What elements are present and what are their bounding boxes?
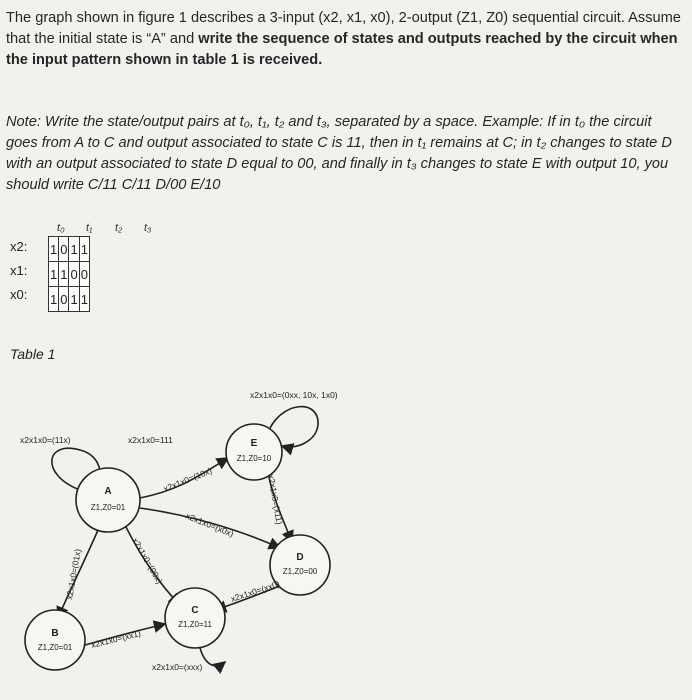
- label-d-to-c: x2x1x0=(xx0): [229, 578, 281, 604]
- table-cell: 1: [79, 287, 89, 312]
- label-a-down: x2x1x0=(00x): [130, 536, 165, 586]
- state-b-label: B: [51, 628, 59, 639]
- table-cell: 1: [49, 237, 59, 262]
- state-b: [25, 610, 85, 670]
- table-cell: 0: [79, 262, 89, 287]
- table-cell: 0: [59, 287, 69, 312]
- time-header-t0: t₀: [57, 222, 65, 234]
- row-label-x1: x1:: [10, 263, 28, 278]
- time-header-t3: t₃: [144, 222, 152, 234]
- state-a-output: Z1,Z0=01: [90, 503, 126, 512]
- problem-text: The graph shown in figure 1 describes a 3-input (x2, x1, x0), 2-output (Z1, Z0) sequential circuit. Assume that the initial state is “A” and: [6, 10, 681, 47]
- table-row: [49, 287, 90, 312]
- table-cell: 1: [69, 237, 79, 262]
- time-header-t2: t₂: [115, 222, 123, 234]
- table-cell: 0: [69, 262, 79, 287]
- state-d-label: D: [296, 552, 304, 563]
- label-a-self: x2x1x0=(11x): [20, 435, 71, 445]
- label-c-self: x2x1x0=(xxx): [152, 662, 203, 672]
- table-row: [49, 237, 90, 262]
- input-pattern-grid: [48, 236, 90, 312]
- problem-bold-text: write the sequence of states and outputs reached by the circuit when the input pattern shown in table 1 is received.: [6, 31, 678, 68]
- state-e-label: E: [250, 438, 258, 449]
- state-d-output: Z1,Z0=00: [282, 567, 318, 576]
- note-paragraph: Note: Write the state/output pairs at t₀, t₁, t₂ and t₃, separated by a space. Example: If in t₀ the circuit goes from A to C and output associated to state C is 11, then in t₁ remains at C; in t₂ changes to state D with an output associated to state D equal to 00, and finally in t₃ changes to state E with output 10, you should write C/11 C/11 D/00 E/10: [6, 114, 672, 193]
- state-a-label: A: [104, 486, 112, 497]
- table-cell: 0: [59, 237, 69, 262]
- table-cell: 1: [49, 262, 59, 287]
- label-a-to-b: x2x1x0=(01x): [64, 548, 83, 601]
- label-a-to-e: x2x1x0=(10x): [162, 465, 214, 494]
- label-e-self: x2x1x0=(0xx, 10x, 1x0): [250, 390, 338, 400]
- table-cell: 1: [69, 287, 79, 312]
- row-label-x0: x0:: [10, 287, 28, 302]
- state-a: [76, 468, 140, 532]
- state-diagram: [0, 380, 692, 700]
- table-cell: 1: [49, 287, 59, 312]
- state-c-label: C: [191, 605, 199, 616]
- label-b-to-c: x2x1x0=(xx1): [90, 627, 142, 650]
- state-b-output: Z1,Z0=01: [37, 643, 73, 652]
- table-row: [49, 262, 90, 287]
- label-e-to-d: x2x1x0=(x11): [266, 473, 285, 526]
- time-header-t1: t₁: [86, 222, 93, 234]
- table-caption: Table 1: [10, 346, 56, 362]
- state-e-output: Z1,Z0=10: [236, 454, 272, 463]
- state-c-output: Z1,Z0=11: [178, 620, 212, 629]
- row-label-x2: x2:: [10, 239, 28, 254]
- state-e: [226, 424, 282, 480]
- table-cell: 1: [79, 237, 89, 262]
- state-c: [165, 588, 225, 648]
- label-a-to-d: x2x1x0=(x0x): [184, 510, 236, 539]
- label-a-to-c: x2x1x0=111: [128, 435, 173, 445]
- edge-c-self: [200, 648, 225, 666]
- problem-statement: [6, 8, 682, 71]
- table-cell: 1: [59, 262, 69, 287]
